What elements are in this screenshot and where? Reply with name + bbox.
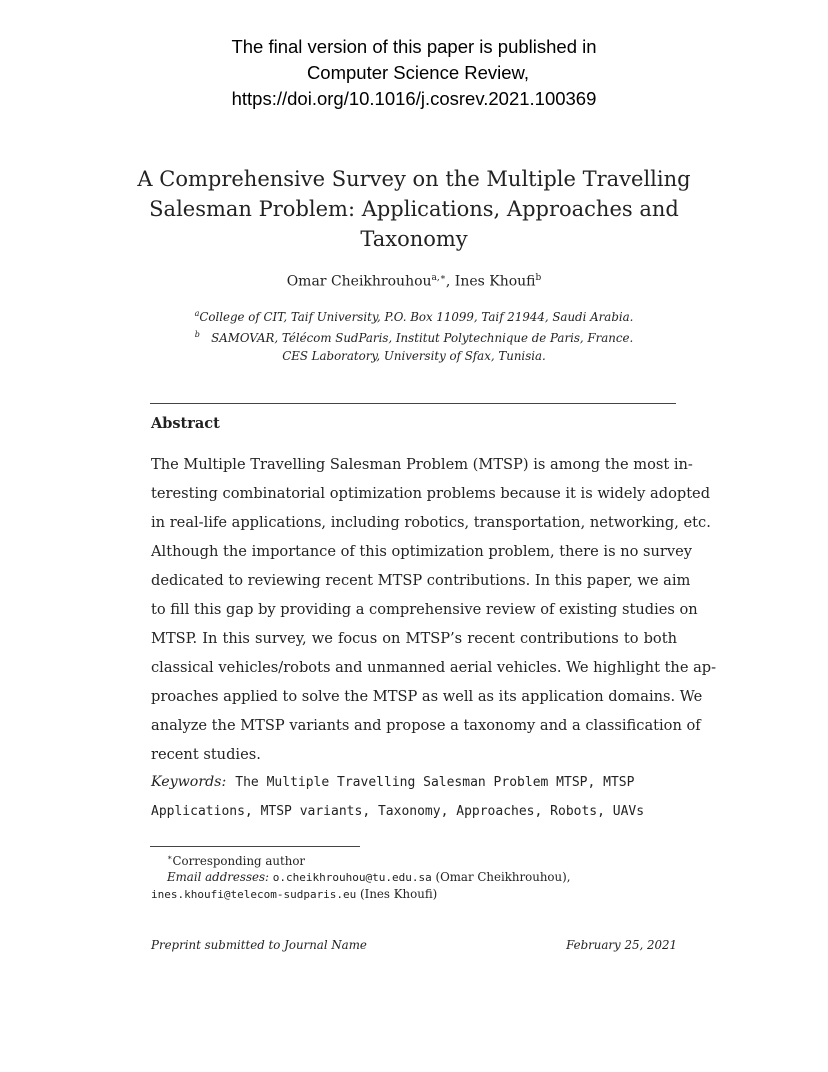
email-line — [151, 869, 691, 886]
abstract-line: dedicated to reviewing recent MTSP contributions. In this paper, we aim — [151, 572, 691, 589]
title-line: A Comprehensive Survey on the Multiple Travelling — [137, 167, 691, 191]
abstract-line: proaches applied to solve the MTSP as well as its application domains. We — [151, 688, 703, 705]
abstract-line: teresting combinatorial optimization problems because it is widely adopted — [151, 485, 711, 502]
abstract-line: MTSP. In this survey, we focus on MTSP’s recent contributions to both — [151, 630, 677, 647]
author-affiliation-mark: a,∗ — [431, 273, 446, 283]
email-owner: (Ines Khoufi) — [356, 886, 438, 901]
author-affiliation-mark: b — [535, 273, 542, 283]
notice-line-1: The final version of this paper is published in — [231, 36, 597, 57]
title-line: Taxonomy — [360, 227, 468, 251]
affiliation-mark: b — [194, 329, 200, 339]
abstract-line: analyze the MTSP variants and propose a taxonomy and a classification of — [151, 717, 701, 734]
publication-notice — [0, 34, 828, 112]
author-separator: , — [445, 273, 455, 290]
abstract-line: recent studies. — [151, 746, 261, 763]
corresponding-author-note — [151, 850, 691, 869]
author-name: Omar Cheikhrouhou — [286, 273, 432, 290]
abstract-line: Although the importance of this optimization problem, there is no survey — [151, 543, 693, 560]
email-line — [151, 886, 691, 903]
abstract-line: classical vehicles/robots and unmanned aerial vehicles. We highlight the ap- — [151, 659, 717, 676]
paper-title — [120, 164, 708, 254]
keywords-text: The Multiple Travelling Salesman Problem MTSP, MTSP — [235, 775, 635, 790]
affiliation-text: SAMOVAR, Télécom SudParis, Institut Polytechnique de Paris, France. — [211, 330, 634, 345]
keywords-line — [151, 768, 681, 797]
affiliation-text: CES Laboratory, University of Sfax, Tunisia. — [282, 348, 546, 363]
notice-journal: Computer Science Review, — [306, 62, 530, 83]
keywords-label: Keywords: — [151, 774, 227, 790]
corresponding-author-text: Corresponding author — [172, 853, 306, 868]
abstract-top-rule — [150, 403, 676, 404]
email-label: Email addresses: — [167, 869, 270, 884]
preprint-note: Preprint submitted to Journal Name — [151, 938, 367, 952]
footnote — [151, 850, 691, 903]
footnote-mark: ∗ — [167, 853, 173, 862]
author-list — [0, 273, 828, 290]
affiliation — [0, 326, 828, 347]
notice-doi: https://doi.org/10.1016/j.cosrev.2021.100369 — [231, 88, 597, 109]
affiliation-text: College of CIT, Taif University, P.O. Box 11099, Taif 21944, Saudi Arabia. — [199, 309, 634, 324]
abstract-body — [151, 450, 717, 769]
affiliation — [0, 305, 828, 326]
abstract-line: to fill this gap by providing a comprehensive review of existing studies on — [151, 601, 698, 618]
keywords-line — [151, 797, 681, 826]
abstract-line: in real-life applications, including robotics, transportation, networking, etc. — [151, 514, 711, 531]
page-footer — [151, 938, 677, 952]
affiliation — [0, 347, 828, 365]
abstract-line: The Multiple Travelling Salesman Problem (MTSP) is among the most in- — [151, 456, 693, 473]
footnote-rule — [150, 846, 360, 847]
abstract-heading: Abstract — [151, 415, 220, 432]
submission-date: February 25, 2021 — [566, 938, 677, 952]
title-line: Salesman Problem: Applications, Approaches and — [149, 197, 679, 221]
author-name: Ines Khoufi — [454, 273, 536, 290]
keywords-text: Applications, MTSP variants, Taxonomy, Approaches, Robots, UAVs — [151, 804, 645, 819]
affiliations — [0, 305, 828, 365]
email-address: ines.khoufi@telecom-sudparis.eu — [151, 887, 357, 901]
affiliation-mark: a — [194, 309, 200, 318]
email-owner: (Omar Cheikhrouhou), — [431, 869, 571, 884]
keywords — [151, 768, 681, 826]
email-address: o.cheikhrouhou@tu.edu.sa — [272, 870, 432, 884]
